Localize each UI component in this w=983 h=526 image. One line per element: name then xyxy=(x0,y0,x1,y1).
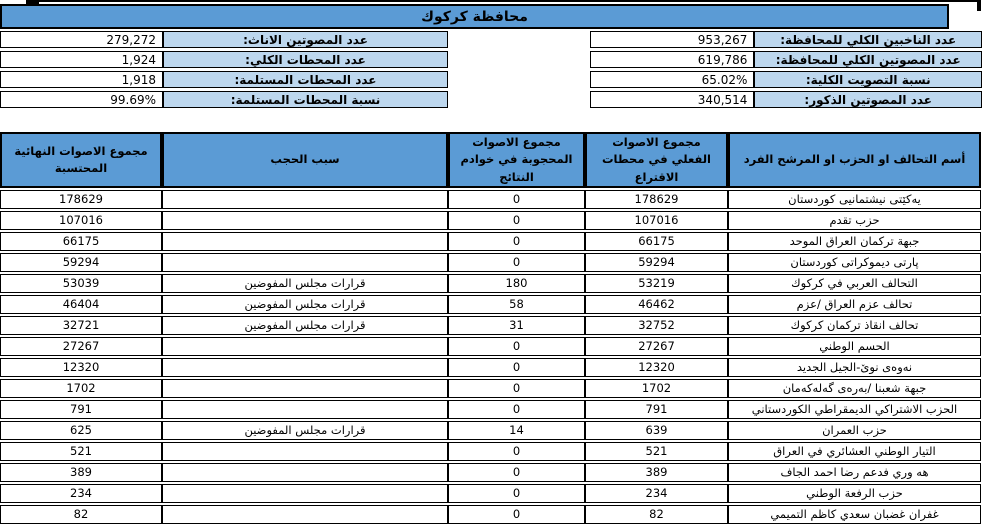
summary-table-left xyxy=(0,28,448,111)
blocked-votes-cell: 0 xyxy=(448,190,585,209)
block-reason-cell xyxy=(162,379,448,398)
blocked-votes-cell: 0 xyxy=(448,400,585,419)
header-block-reason: سبب الحجب xyxy=(162,132,448,188)
summary-label-cell: عدد المحطات المستلمة: xyxy=(163,71,448,88)
block-reason-cell xyxy=(162,253,448,272)
final-votes-cell: 791 xyxy=(0,400,162,419)
block-reason-cell xyxy=(162,232,448,251)
block-reason-cell xyxy=(162,484,448,503)
table-row xyxy=(0,295,981,314)
actual-votes-cell: 389 xyxy=(585,463,728,482)
party-name-cell: التيار الوطني العشائري في العراق xyxy=(728,442,981,461)
block-reason-cell xyxy=(162,400,448,419)
table-row xyxy=(0,505,981,524)
header-party-name: أسم التحالف او الحزب او المرشح الفرد xyxy=(728,132,981,188)
summary-row xyxy=(0,31,448,48)
party-name-cell: حزب العمران xyxy=(728,421,981,440)
summary-table-right xyxy=(590,28,982,111)
final-votes-cell: 82 xyxy=(0,505,162,524)
final-votes-cell: 625 xyxy=(0,421,162,440)
blocked-votes-cell: 0 xyxy=(448,505,585,524)
summary-label-cell: عدد المصوتين الذكور: xyxy=(754,91,982,108)
page-top-border xyxy=(28,0,950,2)
final-votes-cell: 59294 xyxy=(0,253,162,272)
blocked-votes-cell: 0 xyxy=(448,463,585,482)
blocked-votes-cell: 0 xyxy=(448,484,585,503)
summary-value-cell: 619,786 xyxy=(590,51,754,68)
summary-label-cell: عدد المصوتين الاناث: xyxy=(163,31,448,48)
blocked-votes-cell: 0 xyxy=(448,211,585,230)
blocked-votes-cell: 0 xyxy=(448,337,585,356)
final-votes-cell: 521 xyxy=(0,442,162,461)
final-votes-cell: 234 xyxy=(0,484,162,503)
blocked-votes-cell: 0 xyxy=(448,358,585,377)
header-row xyxy=(0,132,981,188)
party-name-cell: یەكێتی نیشتمانیی كوردستان xyxy=(728,190,981,209)
actual-votes-cell: 178629 xyxy=(585,190,728,209)
summary-label-cell: عدد الناخبين الكلي للمحافظة: xyxy=(754,31,982,48)
summary-value-cell: 65.02% xyxy=(590,71,754,88)
blocked-votes-cell: 180 xyxy=(448,274,585,293)
blocked-votes-cell: 58 xyxy=(448,295,585,314)
summary-label-cell: عدد المصوتين الكلي للمحافظة: xyxy=(754,51,982,68)
actual-votes-cell: 46462 xyxy=(585,295,728,314)
party-name-cell: پارتی دیموكراتی كوردستان xyxy=(728,253,981,272)
party-name-cell: تحالف انقاذ تركمان كركوك xyxy=(728,316,981,335)
party-name-cell: التحالف العربي في كركوك xyxy=(728,274,981,293)
party-name-cell: غفران غضبان سعدي كاظم التميمي xyxy=(728,505,981,524)
actual-votes-cell: 234 xyxy=(585,484,728,503)
block-reason-cell xyxy=(162,358,448,377)
actual-votes-cell: 791 xyxy=(585,400,728,419)
summary-value-cell: 340,514 xyxy=(590,91,754,108)
party-name-cell: هه وري فدعم رضا احمد الجاف xyxy=(728,463,981,482)
blocked-votes-cell: 0 xyxy=(448,253,585,272)
party-name-cell: حزب الرفعة الوطني xyxy=(728,484,981,503)
table-row xyxy=(0,358,981,377)
page-title: محافظة كركوك xyxy=(421,8,528,25)
actual-votes-cell: 82 xyxy=(585,505,728,524)
actual-votes-cell: 12320 xyxy=(585,358,728,377)
final-votes-cell: 178629 xyxy=(0,190,162,209)
summary-value-cell: 1,924 xyxy=(0,51,163,68)
summary-row xyxy=(0,51,448,68)
blocked-votes-cell: 0 xyxy=(448,442,585,461)
header-final-votes: مجموع الاصوات النهائية المحتسبة xyxy=(0,132,162,188)
table-row xyxy=(0,232,981,251)
block-reason-cell: قرارات مجلس المفوضين xyxy=(162,421,448,440)
summary-row xyxy=(590,91,982,108)
block-reason-cell xyxy=(162,211,448,230)
top-right-crop-mark xyxy=(977,0,981,11)
table-row xyxy=(0,421,981,440)
party-name-cell: الحزب الاشتراكي الديمقراطي الكوردستاني xyxy=(728,400,981,419)
final-votes-cell: 1702 xyxy=(0,379,162,398)
party-name-cell: حزب تقدم xyxy=(728,211,981,230)
actual-votes-cell: 59294 xyxy=(585,253,728,272)
final-votes-cell: 27267 xyxy=(0,337,162,356)
actual-votes-cell: 521 xyxy=(585,442,728,461)
table-row xyxy=(0,274,981,293)
table-row xyxy=(0,316,981,335)
block-reason-cell xyxy=(162,442,448,461)
table-row xyxy=(0,379,981,398)
summary-row xyxy=(0,91,448,108)
summary-label-cell: نسبة التصويت الكلية: xyxy=(754,71,982,88)
table-row xyxy=(0,442,981,461)
summary-row xyxy=(590,31,982,48)
actual-votes-cell: 1702 xyxy=(585,379,728,398)
final-votes-cell: 107016 xyxy=(0,211,162,230)
summary-row xyxy=(590,51,982,68)
blocked-votes-cell: 0 xyxy=(448,379,585,398)
block-reason-cell xyxy=(162,337,448,356)
table-row xyxy=(0,337,981,356)
actual-votes-cell: 66175 xyxy=(585,232,728,251)
party-name-cell: جبهة شعبنا /بەرەى گەلەكەمان xyxy=(728,379,981,398)
table-row xyxy=(0,253,981,272)
final-votes-cell: 66175 xyxy=(0,232,162,251)
actual-votes-cell: 53219 xyxy=(585,274,728,293)
table-row xyxy=(0,211,981,230)
summary-value-cell: 99.69% xyxy=(0,91,163,108)
final-votes-cell: 32721 xyxy=(0,316,162,335)
block-reason-cell xyxy=(162,190,448,209)
summary-value-cell: 279,272 xyxy=(0,31,163,48)
summary-row xyxy=(590,71,982,88)
actual-votes-cell: 107016 xyxy=(585,211,728,230)
block-reason-cell: قرارات مجلس المفوضين xyxy=(162,274,448,293)
table-row xyxy=(0,190,981,209)
block-reason-cell: قرارات مجلس المفوضين xyxy=(162,316,448,335)
party-name-cell: جبهة تركمان العراق الموحد xyxy=(728,232,981,251)
party-name-cell: نەوەى نوێ-الجيل الجديد xyxy=(728,358,981,377)
summary-value-cell: 953,267 xyxy=(590,31,754,48)
party-name-cell: تحالف عزم العراق /عزم xyxy=(728,295,981,314)
blocked-votes-cell: 31 xyxy=(448,316,585,335)
party-name-cell: الحسم الوطني xyxy=(728,337,981,356)
block-reason-cell xyxy=(162,463,448,482)
actual-votes-cell: 32752 xyxy=(585,316,728,335)
actual-votes-cell: 27267 xyxy=(585,337,728,356)
header-actual-votes: مجموع الاصوات الفعلي في محطات الاقتراع xyxy=(585,132,728,188)
summary-value-cell: 1,918 xyxy=(0,71,163,88)
governorate-title-bar xyxy=(0,4,949,29)
final-votes-cell: 12320 xyxy=(0,358,162,377)
blocked-votes-cell: 0 xyxy=(448,232,585,251)
summary-row xyxy=(0,71,448,88)
block-reason-cell: قرارات مجلس المفوضين xyxy=(162,295,448,314)
header-blocked-votes: مجموع الاصوات المحجوبة في خوادم النتائج xyxy=(448,132,585,188)
final-votes-cell: 389 xyxy=(0,463,162,482)
block-reason-cell xyxy=(162,505,448,524)
blocked-votes-cell: 14 xyxy=(448,421,585,440)
summary-label-cell: عدد المحطات الكلي: xyxy=(163,51,448,68)
table-row xyxy=(0,484,981,503)
table-row xyxy=(0,400,981,419)
summary-label-cell: نسبة المحطات المستلمة: xyxy=(163,91,448,108)
results-table-header xyxy=(0,132,981,188)
actual-votes-cell: 639 xyxy=(585,421,728,440)
final-votes-cell: 53039 xyxy=(0,274,162,293)
results-table xyxy=(0,130,981,526)
final-votes-cell: 46404 xyxy=(0,295,162,314)
table-row xyxy=(0,463,981,482)
